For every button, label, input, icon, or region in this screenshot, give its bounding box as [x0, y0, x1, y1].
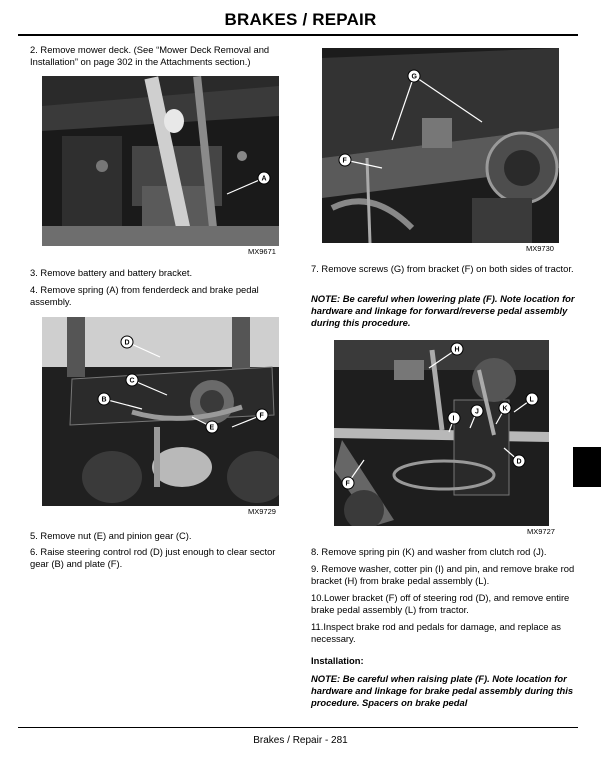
callout-i	[448, 412, 460, 424]
callout-h	[451, 343, 463, 355]
section-tab	[573, 447, 601, 487]
step-6: 6. Raise steering control rod (D) just enough to clear sector gear (B) and plate (F).	[30, 546, 276, 569]
step-4: 4. Remove spring (A) from fenderdeck and brake pedal assembly.	[30, 284, 259, 307]
figure-labels	[334, 340, 549, 526]
svg-text:J: J	[475, 408, 479, 416]
svg-text:F: F	[345, 480, 350, 488]
svg-text:F: F	[342, 157, 347, 165]
header-rule	[18, 34, 578, 36]
figure-caption: MX9729	[248, 507, 276, 516]
callout-e	[206, 421, 218, 433]
svg-text:C: C	[129, 377, 135, 385]
footer-rule	[18, 727, 578, 728]
svg-text:L: L	[529, 396, 534, 404]
svg-text:D: D	[516, 458, 522, 466]
figure-mx9727	[334, 340, 549, 526]
note-raising-plate: NOTE: Be careful when raising plate (F). Note location for hardware and linkage for brake pedal assembly during this procedure. Spacers on brake pedal	[311, 673, 574, 708]
svg-text:I: I	[452, 415, 455, 423]
step-9: 9. Remove washer, cotter pin (I) and pin, and remove brake rod bracket (H) from brake pedal assembly (L).	[311, 563, 575, 586]
step-11: 11.Inspect brake rod and pedals for damage, and replace as necessary.	[311, 621, 561, 644]
figure-labels	[322, 48, 559, 243]
figure-caption: MX9671	[248, 247, 276, 256]
figure-mx9729	[42, 317, 279, 506]
callout-g	[408, 70, 420, 82]
step-5: 5. Remove nut (E) and pinion gear (C).	[30, 530, 192, 541]
installation-heading: Installation:	[311, 655, 364, 666]
svg-text:B: B	[101, 396, 107, 404]
callout-d	[121, 336, 133, 348]
svg-text:D: D	[124, 339, 130, 347]
step-8: 8. Remove spring pin (K) and washer from clutch rod (J).	[311, 546, 547, 557]
note-lowering-plate: NOTE: Be careful when lowering plate (F). Note location for hardware and linkage for forward/reverse pedal assembly during this procedure.	[311, 293, 575, 328]
callout-c	[126, 374, 138, 386]
svg-text:K: K	[502, 405, 508, 413]
figure-mx9730	[322, 48, 559, 243]
callout-f	[339, 154, 351, 166]
page-title: BRAKES / REPAIR	[224, 10, 377, 29]
svg-text:F: F	[259, 412, 264, 420]
figure-labels	[42, 317, 279, 506]
step-7: 7. Remove screws (G) from bracket (F) on both sides of tractor.	[311, 263, 574, 274]
step-3: 3. Remove battery and battery bracket.	[30, 267, 193, 278]
svg-text:G: G	[411, 73, 417, 81]
callout-d	[513, 455, 525, 467]
callout-b	[98, 393, 110, 405]
callout-f	[342, 477, 354, 489]
step-2: 2. Remove mower deck. (See “Mower Deck Removal and Installation” on page 302 in the Attachments section.)	[30, 44, 270, 67]
figure-labels	[42, 76, 279, 246]
callout-f	[256, 409, 268, 421]
figure-caption: MX9730	[526, 244, 554, 253]
figure-mx9671	[42, 76, 279, 246]
svg-text:A: A	[261, 175, 267, 183]
callout-k	[499, 402, 511, 414]
step-10: 10.Lower bracket (F) off of steering rod (D), and remove entire brake pedal assembly (L) from tractor.	[311, 592, 570, 615]
figure-caption: MX9727	[527, 527, 555, 536]
callout-a	[258, 172, 270, 184]
callout-j	[471, 405, 483, 417]
callout-l	[526, 393, 538, 405]
page-footer: Brakes / Repair - 281	[253, 735, 348, 746]
svg-text:H: H	[454, 346, 460, 354]
svg-text:E: E	[209, 424, 215, 432]
